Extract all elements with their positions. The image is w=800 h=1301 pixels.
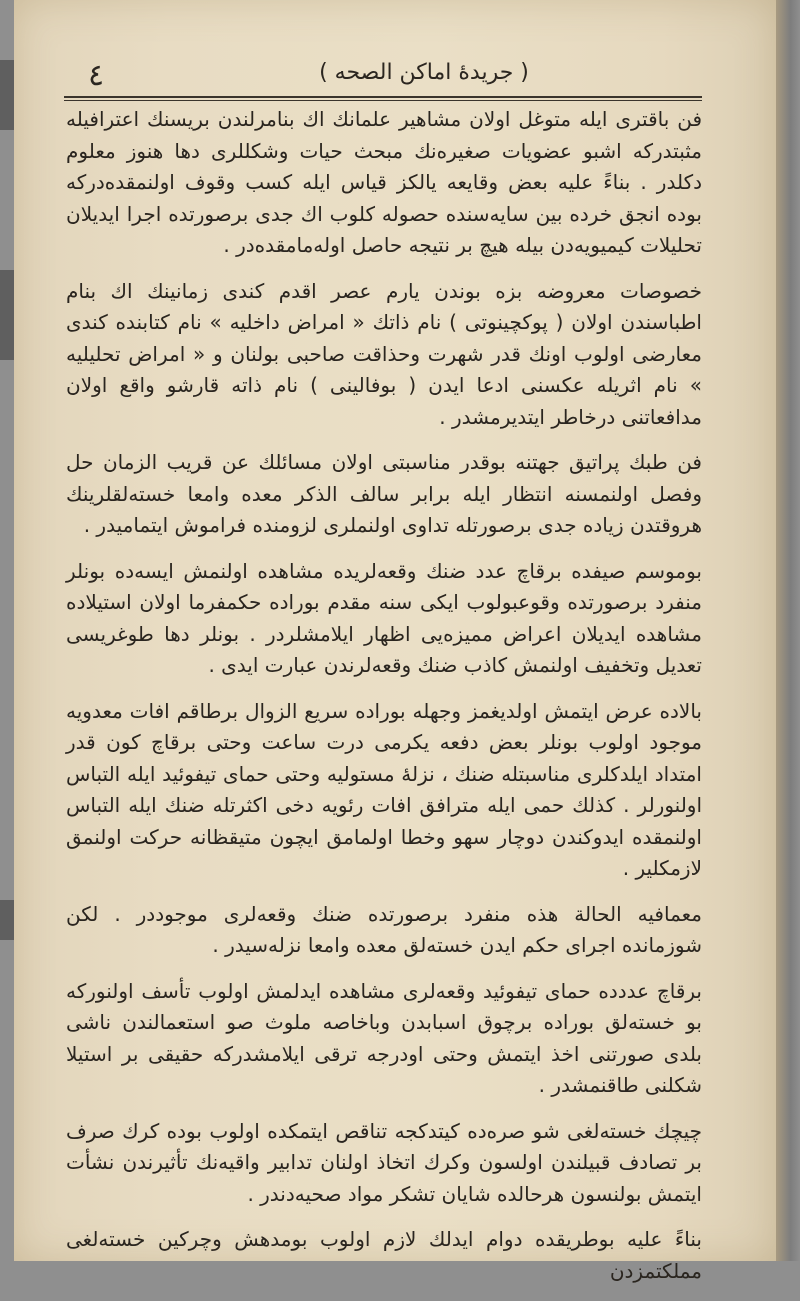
paragraph-9: بناءً علیه بوطریقده دوام ایدلك لازم اولوب بومدهش وچرکین خسته‌لغی مملکتمزدن bbox=[66, 1227, 702, 1283]
paragraph-8: چیچك خسته‌لغی شو صره‌ده کیتدکجه تناقص ایتمکده اولوب بوده کرك صرف بر تصادف قبیلندن اولسون وکرك اتخاذ اولنان تدابیر واقیه‌نك تأثیرندن نشأت ایتمش بولنسون هرحالده شایان تشکر مواد صحیه‌دندر . bbox=[66, 1118, 702, 1206]
header-rule-bottom bbox=[64, 100, 702, 101]
header-rule-top bbox=[64, 96, 702, 98]
paragraph-1: فن باقتری ایله متوغل اولان مشاهیر علمانك اك بنامرلندن بریسنك اعترافیله مثبتدرکه اشبو عضویات صغیره‌نك مبحث حیات وشکللری دها هنوز معلوم دکلدر . بناءً علیه بعض وقایعه یالکز قیاس ایله کسب وقوف اولنمقده‌درکه بوده انجق خرده بین سایه‌سنده حصوله کلوب اك جدی برصورتده اجرا ایدیلان تحلیلات کیمیویه‌دن بیله هیچ بر نتیجه حاصل اوله‌مامقده‌در . bbox=[66, 107, 702, 257]
page-edge bbox=[776, 0, 800, 1261]
paragraph-6: معمافیه الحالة هذه منفرد برصورتده ضنك وقعه‌لری موجوددر . لکن شوزمانده اجرای حکم ایدن خسته‌لق معده وامعا نزله‌سیدر . bbox=[66, 901, 702, 957]
paragraph-5: بالاده عرض ایتمش اولدیغمز وجهله بوراده سریع الزوال برطاقم افات معدویه موجود اولوب بونلر بعض دفعه یکرمی درت ساعت وحتی برقاچ کون قدر امتداد ایلدکلری مناسبتله ضنك ، نزلهٔ مستولیه وحتی حمای تیفوئید ایله التباس اولنورلر . کذلك حمی ایله مترافق افات رئویه دخی اکثرتله ضنك ایله التباس اولنمقده ایدوکندن دوچار سهو وخطا اولمامق ایچون متیقظانه حرکت اولنمق لازمکلیر . bbox=[66, 698, 702, 880]
paragraph-3: فن طبك پراتیق جهتنه بوقدر مناسبتی اولان مسائلك عن قریب الزمان حل وفصل اولنمسنه انتظار ایله برابر سالف الذکر معده وامعا خسته‌لقلرینك هروقتدن زیاده جدی برصورتله تداوی اولنملری لزومنده فراموش ایتمامیدر . bbox=[66, 450, 702, 537]
torn-edge-mark bbox=[0, 60, 14, 130]
article-body bbox=[66, 104, 702, 1301]
page-number: ٤ bbox=[88, 58, 105, 93]
paragraph-2: خصوصات معروضه بزه بوندن یارم عصر اقدم کندی زمانینك اك بنام اطباسندن اولان ( پوکچینوتی ) نام ذاتك « امراض داخلیه » نام کتابنده کندی معارضی اولوب اونك قدر شهرت وحذاقت صاحبی بولنان و « امراض تحلیلیه » نام اثریله عکسنی ادعا ایدن ( بوفالینی ) نام ذاته قارشو واقع اولان مدافعاتنی درخاطر ایتدیرمشدر . bbox=[66, 278, 702, 429]
paragraph-7: برقاچ عددده حمای تیفوئید وقعه‌لری مشاهده ایدلمش اولوب تأسف اولنورکه بو خسته‌لق بوراده برچوق اسبابدن وباخاصه ملوث صو استعمالندن ناشی بلدی صورتنی اخذ ایتمش وحتی اودرجه ترقی ایلامشدرکه حقیقی بر استیلا شکلنی طاقنمشدر . bbox=[66, 978, 702, 1097]
torn-edge-mark bbox=[0, 270, 14, 360]
running-head-title: ( جريدهٔ اماكن الصحه ) bbox=[319, 60, 529, 85]
page-header bbox=[64, 58, 694, 98]
torn-edge-mark bbox=[0, 900, 14, 940]
paragraph-4: بوموسم صیفده برقاچ عدد ضنك وقعه‌لریده مشاهده اولنمش ایسه‌ده بونلر منفرد برصورتده وقوعبولوب ایکی سنه مقدم بوراده حکمفرما اولان استیلاده مشاهده ایدیلان اعراض ممیزه‌یی اظهار ایلامشلردر . بونلر دها طوغریسی تعدیل وتخفیف اولنمش کاذب ضنك وقعه‌لرندن عبارت ایدی . bbox=[66, 558, 702, 677]
